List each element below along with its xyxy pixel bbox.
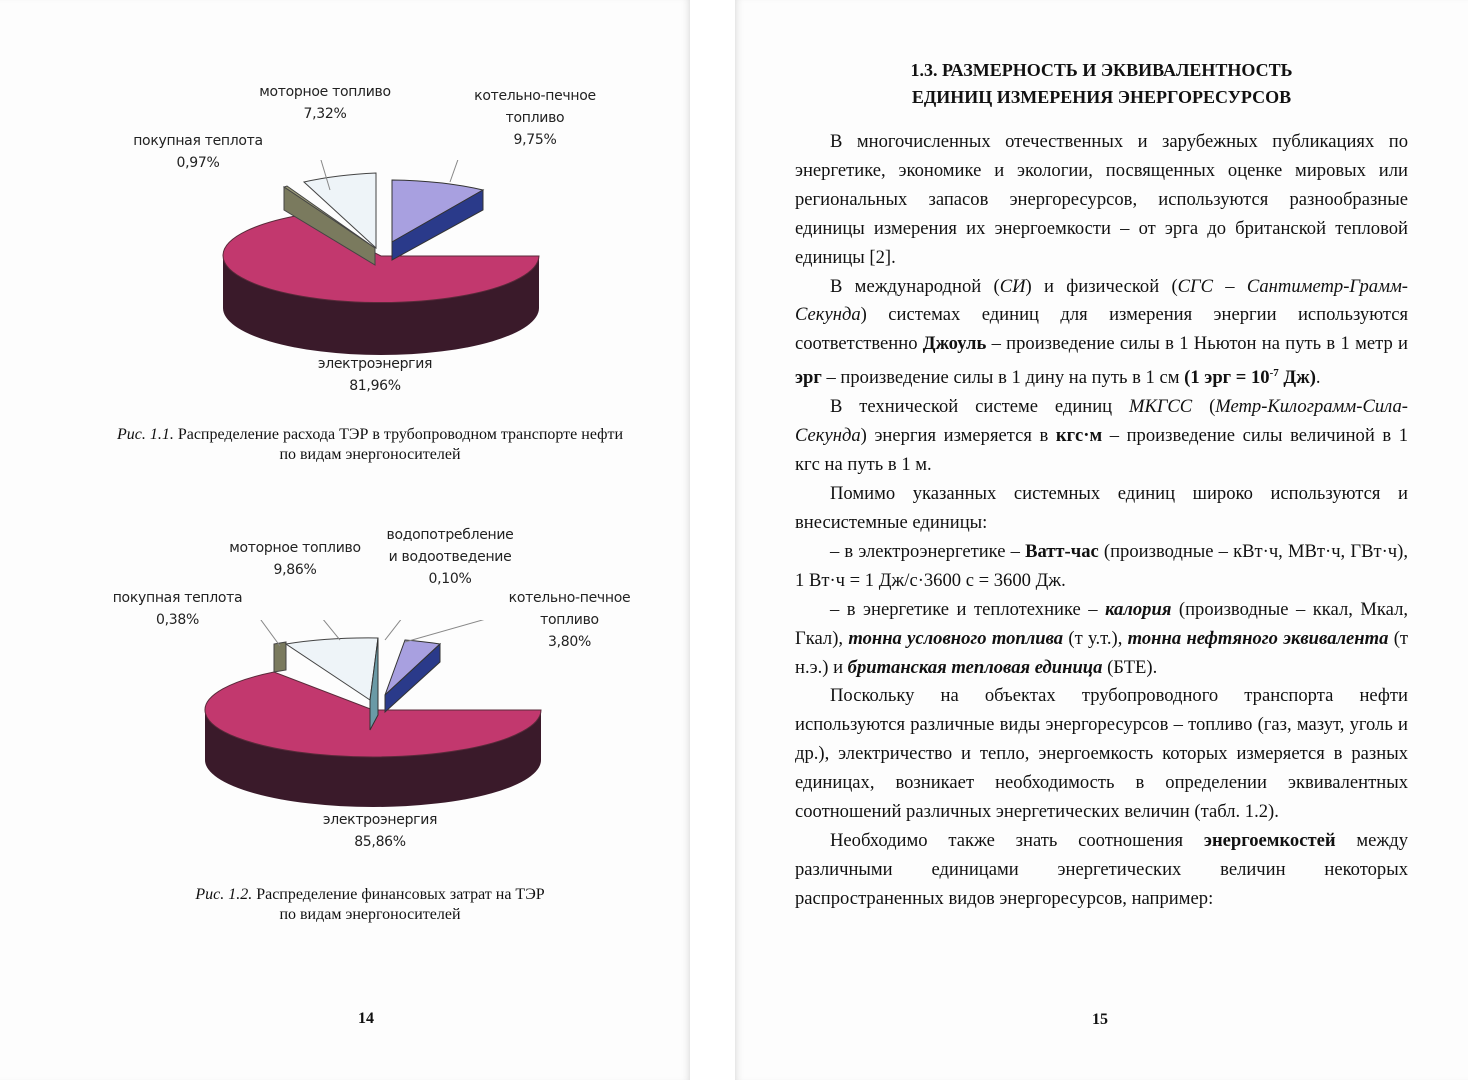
paragraph-1: В многочисленных отечественных и зарубежных публикациях по энергетике, экономике и экологии, посвященных оценке мировых или региональных запасов энергоресурсов, используются разнообразные единицы измерения их энергоемкости – от эрга до британской тепловой единицы [2]. [795,131,1408,268]
figure-2-caption-label: Рис. 1.2. [195,886,253,903]
pie1-value-heat: 0,97% [176,155,220,171]
pie1-label-kotel-1: котельно-печное [474,88,596,104]
pie2-value-kotel: 3,80% [548,634,591,650]
page-number-right: 15 [1092,1011,1108,1028]
section-heading-line2: ЕДИНИЦ ИЗМЕРЕНИЯ ЭНЕРГОРЕСУРСОВ [911,87,1292,107]
right-page [735,0,1468,1080]
paragraph-8: Необходимо также знать соотношения энергоемкостей между различными единицами энергетических величин некоторых распространенных видов энергоресурсов, например: [795,829,1408,909]
pie2-slice-heat [274,642,286,672]
pie2-value-motor: 9,86% [273,562,317,578]
paragraph-4: Помимо указанных системных единиц широко используются и внесистемные единицы: [795,483,1408,533]
pie1-value-kotel: 9,75% [513,132,557,148]
pie2-value-electricity: 85,86% [354,834,406,850]
figure-1-caption-line1: Распределение расхода ТЭР в трубопроводном транспорте нефти [177,426,624,443]
figure-1-caption-label: Рис. 1.1. [116,426,174,443]
paragraph-5: – в электроэнергетике – Ватт-час (производные – кВт·ч, МВт·ч, ГВт·ч), 1 Вт·ч = 1 Дж/с·3600 с = 3600 Дж. [795,540,1409,591]
pie2-label-electricity: электроэнергия [322,812,438,828]
pie2-label-water-2: и водоотведение [388,549,512,565]
section-heading [795,57,1408,111]
pie2-value-heat: 0,38% [156,612,199,628]
pie1-label-electricity: электроэнергия [317,356,433,372]
pie1-label-motor: моторное топливо [259,84,391,100]
pie1-value-electricity: 81,96% [349,378,401,394]
paragraph-6: – в энергетике и теплотехнике – калория (производные – ккал, Мкал, Гкал), тонна условного топлива (т у.т.), тонна нефтяного эквивалента (т н.э.) и британская тепловая единица (БТЕ). [795,598,1409,678]
page-number-left: 14 [358,1010,374,1027]
figure-1-caption-line2: по видам энергоносителей [279,446,461,463]
figure-2-caption-line1: Распределение финансовых затрат на ТЭР [256,886,545,903]
paragraph-7: Поскольку на объектах трубопроводного транспорта нефти используются различные виды энергоресурсов – топливо (газ, мазут, уголь и др.), электричество и тепло, энергоемкость которых измеряется в разных единицах, возникает необходимость в определении эквивалентных соотношений различных энергетических величин (табл. 1.2). [795,685,1408,823]
figure-1-caption [70,425,670,465]
body-text [795,128,1408,914]
book-gutter [690,0,735,1080]
pie2-value-water: 0,10% [428,571,472,587]
paragraph-2: В международной (СИ) и физической (СГС – Сантиметр-Грамм-Секунда) системах единиц для измерения энергии используются соответственно Джоуль – произведение силы в 1 Ньютон на путь в 1 метр и эрг – произведение силы в 1 дину на путь в 1 см (1 эрг = $10^{-7}$ Дж). [795,275,1409,389]
pie2-label-kotel-2: топливо [540,612,599,628]
pie2-label-heat: покупная теплота [112,590,243,606]
pie-chart-1 [180,160,580,360]
left-page [0,0,690,1080]
pie2-label-motor: моторное топливо [229,540,361,556]
pie2-label-water-1: водопотребление [386,527,514,543]
pie2-label-kotel-1: котельно-печное [508,590,631,606]
paragraph-3: В технической системе единиц МКГСС (Метр-Килограмм-Сила-Секунда) энергия измеряется в кгс·м – произведение силы величиной в 1 кгс на путь в 1 м. [795,396,1408,476]
figure-2-caption [70,885,670,925]
section-heading-line1: 1.3. РАЗМЕРНОСТЬ И ЭКВИВАЛЕНТНОСТЬ [910,60,1293,80]
figure-2-caption-line2: по видам энергоносителей [279,906,461,923]
pie1-value-motor: 7,32% [303,106,347,122]
pie1-label-kotel-2: топливо [505,110,565,126]
pie1-label-heat: покупная теплота [133,133,263,149]
pie1-slice-electricity-top [223,215,539,303]
